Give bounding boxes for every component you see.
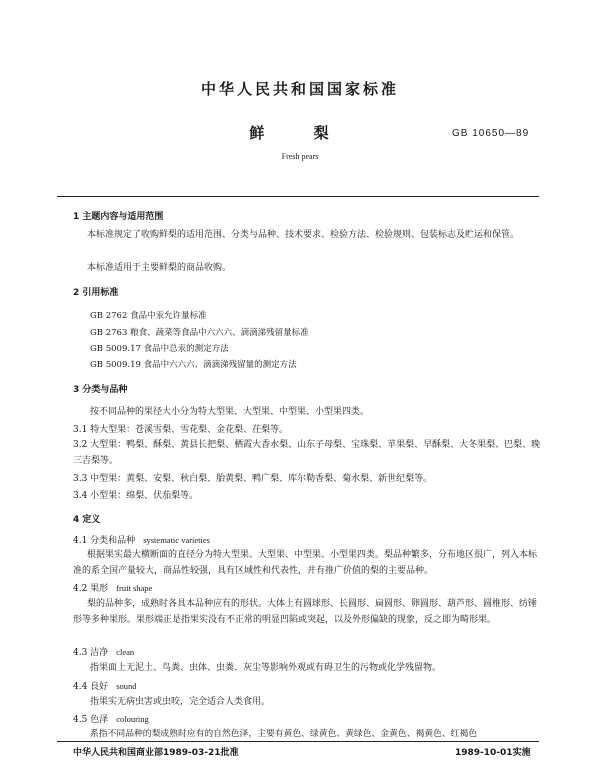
effective-date: 1989-10-01实施 xyxy=(455,748,531,758)
definition-4-3-label xyxy=(73,645,134,658)
page-title: 鲜 梨 xyxy=(249,124,351,142)
header-divider xyxy=(57,196,539,197)
definition-4-4-label xyxy=(73,679,137,692)
definition-4-3-text: 指果面上无泥土、鸟粪、虫体、虫粪、灰尘等影响外观或有碍卫生的污物或化学残留物。 xyxy=(90,663,442,673)
standard-organization: 中华人民共和国国家标准 xyxy=(200,80,399,98)
reference-item: GB 5009.19 食品中六六六、滴滴涕残留量的测定方法 xyxy=(90,360,297,370)
definition-4-5-label xyxy=(73,712,149,725)
definition-term-en: colouring xyxy=(116,714,149,724)
approval-line: 中华人民共和国商业部1989-03-21批准 xyxy=(73,748,239,758)
section-3-item: 3.2 大型果：鸭梨、酥梨、黄县长把梨、栖霞大香水梨、山东子母梨、宝珠梨、苹果梨、早酥梨、大冬果梨、巴梨、晚三吉梨等。 xyxy=(73,440,541,466)
section-1-para-2: 本标准适用于主要鲜梨的商品收购。 xyxy=(87,263,232,273)
definition-term: 4.5 色泽 xyxy=(73,715,109,725)
section-1-para-1: 本标准规定了收购鲜梨的适用范围、分类与品种、技术要求、检验方法、检验规则、包装标志及贮运和保管。 xyxy=(87,230,520,240)
definition-term: 4.3 洁净 xyxy=(73,648,109,658)
definition-term-en: fruit shape xyxy=(116,583,153,593)
definition-4-2-text: 梨的品种多，成熟时各具本品种应有的形状。大体上有圆球形、长圆形、扁圆形、卵圆形、葫芦形、圆椎形、纺锤形等多种果形。果形端正是指果实没有不正常的明显凹陷或突起，以及外形偏缺的现象，反之即为畸形果。 xyxy=(73,599,538,625)
reference-item: GB 2763 粮食、蔬菜等食品中六六六、滴滴涕残留量标准 xyxy=(90,328,309,338)
section-3-intro: 按不同品种的果径大小分为特大型果、大型果、中型果、小型果四类。 xyxy=(90,407,370,417)
definition-4-1-text: 根据果实最大横断面的直径分为特大型果、大型果、中型果、小型果四类。梨品种繁多，分布地区很广，列入本标准的系全国产量较大，商品性较强，具有区域性和代表性，并有推广价值的梨的主要品种。 xyxy=(73,550,538,576)
definition-4-5-text: 系指不同品种的梨成熟时应有的自然色泽，主要有黄色、绿黄色、黄绿色、金黄色、褐黄色、红褐色 xyxy=(90,729,478,739)
definition-term: 4.2 果形 xyxy=(73,584,109,594)
reference-item: GB 5009.17 食品中总汞的测定方法 xyxy=(90,344,229,354)
definition-term: 4.1 分类和品种 xyxy=(73,536,136,546)
definition-term-en: clean xyxy=(116,647,135,657)
section-1-heading: 1 主题内容与适用范围 xyxy=(73,212,164,222)
english-title: Fresh pears xyxy=(281,152,319,161)
section-3-heading: 3 分类与品种 xyxy=(73,385,128,395)
definition-4-4-text: 指果实无病虫害或虫咬，完全适合人类食用。 xyxy=(90,697,271,707)
section-2-heading: 2 引用标准 xyxy=(73,288,119,298)
reference-item: GB 2762 食品中汞允许量标准 xyxy=(90,311,207,321)
footer-divider xyxy=(57,741,539,742)
definition-4-2-label xyxy=(73,581,152,594)
definition-term-en: systematic varieties xyxy=(143,535,210,545)
section-4-heading: 4 定义 xyxy=(73,515,101,525)
definition-4-1-label xyxy=(73,533,210,546)
section-3-item: 3.3 中型果：黄梨、安梨、秋白梨、胎黄梨、鸭广梨、库尔勒香梨、菊水梨、新世纪梨等。 xyxy=(73,474,433,484)
section-3-item: 3.4 小型果：绵梨、伏茄梨等。 xyxy=(73,491,199,501)
standard-number: GB 10650—89 xyxy=(452,128,530,139)
definition-term: 4.4 良好 xyxy=(73,682,109,692)
section-3-item: 3.1 特大型果：苍溪雪梨、雪花梨、金花梨、茌梨等。 xyxy=(73,425,289,435)
definition-term-en: sound xyxy=(116,681,137,691)
